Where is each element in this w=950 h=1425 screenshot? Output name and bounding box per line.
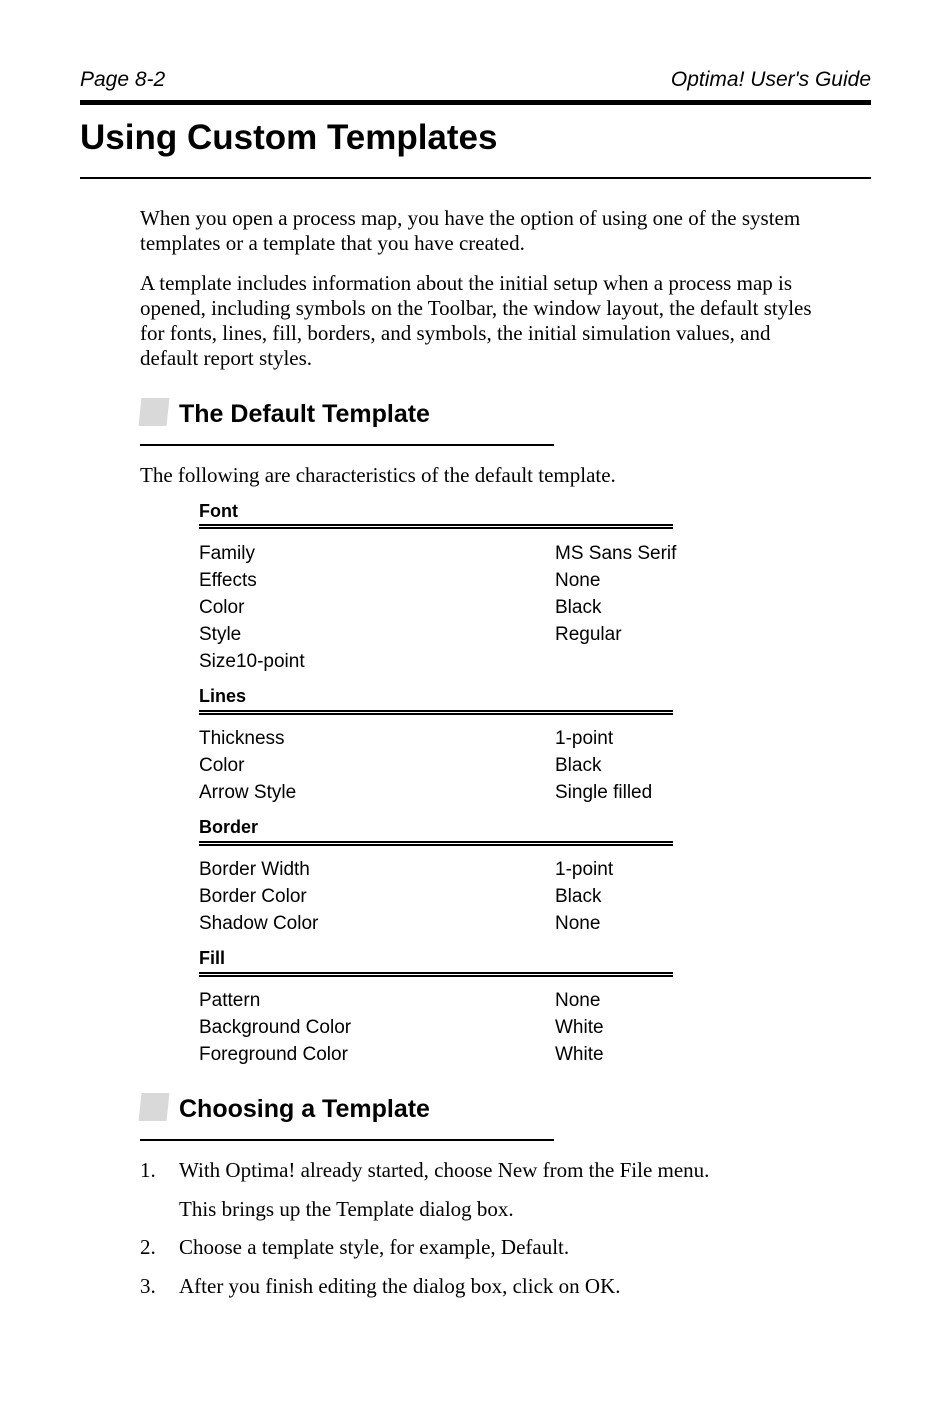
- table-row: [199, 856, 759, 883]
- setting-name: Foreground Color: [199, 1044, 348, 1065]
- section-rule: [140, 444, 554, 446]
- table-row: [199, 648, 759, 675]
- setting-value: Black: [555, 886, 602, 907]
- group-title-font: Font: [199, 501, 238, 521]
- table-row: [199, 752, 759, 779]
- group-rule: [199, 972, 673, 977]
- table-row: [199, 621, 759, 648]
- table-row: [199, 910, 759, 937]
- group-title-border: Border: [199, 817, 259, 837]
- setting-name: Style: [199, 624, 242, 645]
- default-template-intro: The following are characteristics of the default template.: [140, 463, 616, 487]
- table-row: [199, 540, 759, 567]
- setting-value: Black: [555, 755, 602, 776]
- setting-value: 1-point: [555, 859, 614, 880]
- setting-value: Single filled: [555, 782, 653, 803]
- group-rule: [199, 710, 673, 715]
- table-row: [199, 987, 759, 1014]
- intro-paragraph-1: When you open a process map, you have the option of using one of the system templates or a template that you have created.: [140, 206, 801, 255]
- table-row: [199, 567, 759, 594]
- setting-name: Pattern: [199, 990, 261, 1011]
- setting-value: None: [555, 913, 601, 934]
- setting-name: Border Width: [199, 859, 310, 880]
- table-row: [199, 725, 759, 752]
- setting-name: Background Color: [199, 1017, 352, 1038]
- step-text: After you finish editing the dialog box, click on OK.: [179, 1274, 621, 1298]
- step-text: Choose a template style, for example, Default.: [179, 1235, 570, 1259]
- group-title-fill: Fill: [199, 948, 225, 968]
- step-number: 1.: [140, 1158, 156, 1182]
- section-marker-icon: [139, 398, 170, 426]
- step-1-note: This brings up the Template dialog box.: [179, 1197, 514, 1221]
- setting-name: Thickness: [199, 728, 285, 749]
- step-text: With Optima! already started, choose New from the File menu.: [179, 1158, 710, 1182]
- setting-value: 1-point: [555, 728, 614, 749]
- section-heading: The Default Template: [179, 400, 430, 428]
- setting-value: White: [555, 1044, 604, 1065]
- section-rule: [140, 1139, 554, 1141]
- page-number: Page 8-2: [80, 68, 166, 91]
- setting-name: Family: [199, 543, 255, 564]
- setting-value: MS Sans Serif: [555, 543, 677, 564]
- table-row: [199, 1041, 759, 1068]
- setting-name: Arrow Style: [199, 782, 297, 803]
- step-number: 2.: [140, 1235, 156, 1259]
- setting-value: None: [555, 570, 601, 591]
- setting-name: Effects: [199, 570, 257, 591]
- table-row: [199, 779, 759, 806]
- setting-name: Border Color: [199, 886, 307, 907]
- setting-value: Black: [555, 597, 602, 618]
- group-rule: [199, 524, 673, 529]
- setting-value: None: [555, 990, 601, 1011]
- group-title-lines: Lines: [199, 686, 247, 706]
- running-header: [80, 68, 871, 92]
- table-row: [199, 1014, 759, 1041]
- title-rule: [80, 177, 871, 179]
- page-title: Using Custom Templates: [80, 118, 498, 157]
- section-marker-icon: [139, 1093, 170, 1121]
- setting-name: Size10-point: [199, 651, 305, 672]
- section-heading: Choosing a Template: [179, 1095, 430, 1123]
- header-rule: [80, 100, 871, 105]
- setting-name: Shadow Color: [199, 913, 319, 934]
- intro-paragraph-2: A template includes information about the initial setup when a process map is opened, including symbols on the Toolbar, the window layout, the default styles for fonts, lines, fill, borders, and symbols, the initial simulation values, and default report styles.: [140, 271, 812, 370]
- setting-name: Color: [199, 755, 245, 776]
- setting-value: White: [555, 1017, 604, 1038]
- group-rule: [199, 841, 673, 846]
- setting-name: Color: [199, 597, 245, 618]
- step-number: 3.: [140, 1274, 156, 1298]
- setting-value: Regular: [555, 624, 622, 645]
- book-title: Optima! User's Guide: [670, 68, 871, 91]
- table-row: [199, 883, 759, 910]
- table-row: [199, 594, 759, 621]
